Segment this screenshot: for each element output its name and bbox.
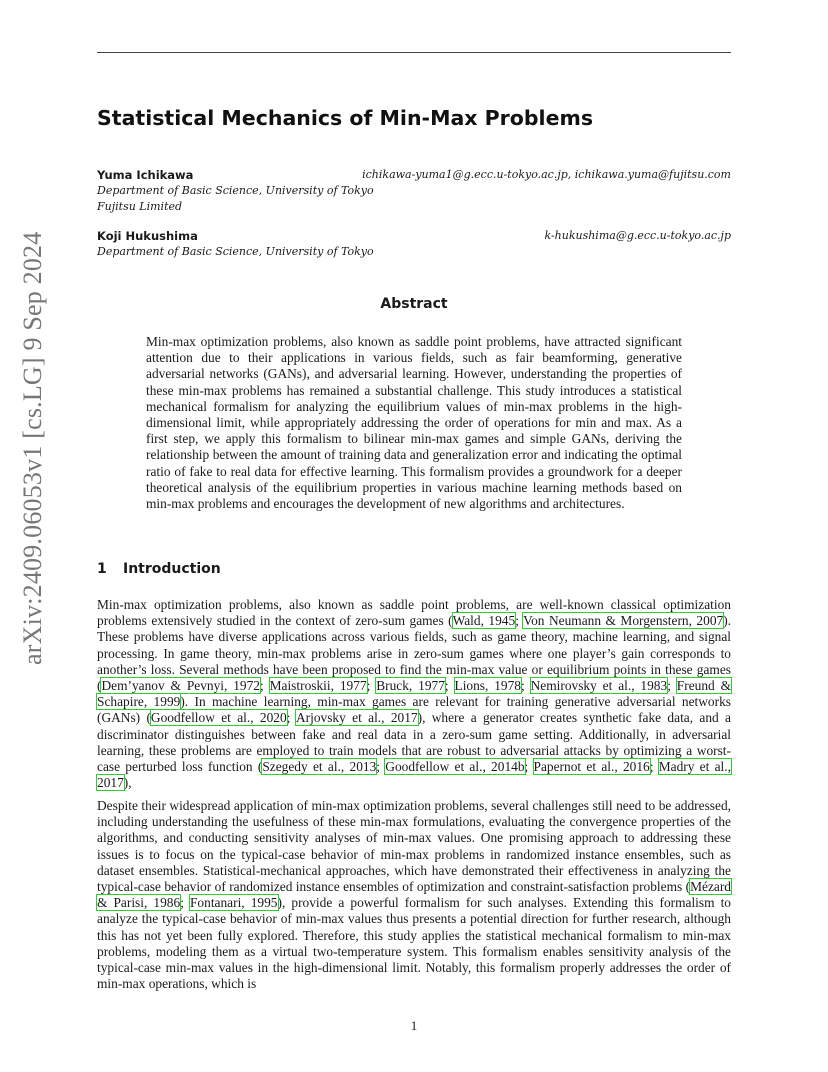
citation-link[interactable]: Maistroskii, 1977 — [269, 678, 367, 694]
author-affiliation: Fujitsu Limited — [97, 200, 183, 213]
citation-link[interactable]: Wald, 1945 — [452, 613, 516, 629]
author-block-1 — [97, 167, 374, 215]
text: ; — [180, 895, 190, 911]
text: ; — [521, 678, 531, 694]
citation-link[interactable]: Madry et al., 2017 — [97, 759, 731, 791]
text: ). These problems have diverse applications across various fields, such as game theory, machine learning, and signal processing. In game theory, min-max problems arise in zero-sum games where one player’s gain corresponds to another’s loss. Several methods have been proposed to find the min-max value or equilibrium points in these games ( — [97, 613, 732, 694]
text: ; — [376, 759, 386, 775]
section-number: 1 — [97, 561, 107, 577]
text: Min-max optimization problems, also known as saddle point problems, are well-known classical optimization problems extensively studied in the context of zero-sum games ( — [97, 597, 731, 629]
text: ). In machine learning, min-max games are relevant for training generative adversarial networks (GANs) ( — [97, 694, 731, 726]
header-rule — [97, 52, 731, 53]
citation-link[interactable]: Goodfellow et al., 2020 — [150, 710, 287, 726]
citation-link[interactable]: Arjovsky et al., 2017 — [295, 710, 418, 726]
citation-link[interactable]: Papernot et al., 2016 — [533, 759, 650, 775]
intro-paragraph-1 — [97, 597, 731, 791]
text: ; — [366, 678, 377, 694]
citation-link[interactable]: Von Neumann & Morgenstern, 2007 — [523, 613, 724, 629]
section-title: Introduction — [123, 561, 221, 577]
citation-link[interactable]: Szegedy et al., 2013 — [262, 759, 377, 775]
section-heading — [97, 561, 221, 577]
abstract-heading: Abstract — [380, 296, 448, 312]
intro-paragraph-2 — [97, 798, 731, 992]
text: Despite their widespread application of min-max optimization problems, several challenges still need to be addressed, including understanding the usefulness of these min-max formulations, evaluating the convergence properties of the algorithms, and conducting sensitivity analyses of min-max values. One promising approach to addressing these issues is to focus on the typical-case behavior of min-max problems in randomized instance ensembles, such as dataset ensembles. Statistical-mechanical approaches, which have demonstrated their effectiveness in analyzing the typical-case behavior of randomized instance ensembles of optimization and constraint-satisfaction problems ( — [97, 798, 731, 895]
citation-link[interactable]: Freund & Schapire, 1999 — [97, 678, 732, 710]
text: ; — [515, 613, 524, 629]
text: ; — [444, 678, 455, 694]
text: ), where a generator creates synthetic fake data, and a discriminator distinguishes between fake and real data in a zero-sum game setting. Additionally, in adversarial learning, these problems are employed to train models that are robust to adversarial attacks by optimizing a worst-case perturbed loss function ( — [97, 710, 732, 775]
citation-link[interactable]: Goodfellow et al., 2014b — [385, 759, 525, 775]
author-affiliation: Department of Basic Science, University of Tokyo — [97, 184, 374, 197]
text: ; — [667, 678, 677, 694]
author-email[interactable]: k-hukushima@g.ecc.u-tokyo.ac.jp — [544, 229, 731, 242]
text: ; — [524, 759, 534, 775]
text: ; — [286, 710, 296, 726]
author-name: Koji Hukushima — [97, 229, 198, 243]
citation-link[interactable]: Lions, 1978 — [454, 678, 522, 694]
author-affiliation: Department of Basic Science, University of Tokyo — [97, 245, 374, 258]
paper-title: Statistical Mechanics of Min-Max Problems — [97, 106, 594, 130]
citation-link[interactable]: Dem’yanov & Pevnyi, 1972 — [101, 678, 261, 694]
text: ; — [260, 678, 270, 694]
abstract-text: Min-max optimization problems, also known as saddle point problems, have attracted significant attention due to their applications in various fields, such as fair beamforming, generative adversarial networks (GANs), and adversarial learning. However, understanding the properties of these min-max problems has remained a substantial challenge. This study introduces a statistical mechanical formalism for analyzing the equilibrium values of min-max problems in the high-dimensional limit, while appropriately addressing the order of operations for min and max. As a first step, we apply this formalism to bilinear min-max games and simple GANs, deriving the relationship between the amount of training data and generalization error and indicating the optimal ratio of fake to real data for effective learning. This formalism provides a groundwork for a deeper theoretical analysis of the equilibrium properties in various machine learning methods based on min-max problems and encourages the development of new algorithms and architectures. — [146, 334, 682, 512]
author-name: Yuma Ichikawa — [97, 168, 194, 182]
arxiv-side-label[interactable]: arXiv:2409.06053v1 [cs.LG] 9 Sep 2024 — [18, 231, 47, 665]
author-block-2 — [97, 228, 374, 260]
text: ), provide a powerful formalism for such analyses. Extending this formalism to analyze the typical-case behavior of min-max values thus presents a potential direction for further research, although this has not yet been fully explored. Therefore, this study applies the statistical mechanical formalism to min-max problems, modeling them as a virtual two-temperature system. This formalism enables sensitivity analysis of the typical-case min-max values in the high-dimensional limit. Notably, this formalism properly addresses the order of min-max operations, which is — [97, 895, 732, 992]
text: ; — [649, 759, 659, 775]
page-number: 1 — [410, 1018, 418, 1033]
text: ), — [123, 775, 132, 791]
citation-link[interactable]: Nemirovsky et al., 1983 — [530, 678, 668, 694]
citation-link[interactable]: Fontanari, 1995 — [189, 895, 278, 911]
citation-link[interactable]: Mézard & Parisi, 1986 — [97, 879, 731, 911]
citation-link[interactable]: Bruck, 1977 — [376, 678, 445, 694]
author-email[interactable]: ichikawa-yuma1@g.ecc.u-tokyo.ac.jp, ichikawa.yuma@fujitsu.com — [362, 168, 731, 181]
